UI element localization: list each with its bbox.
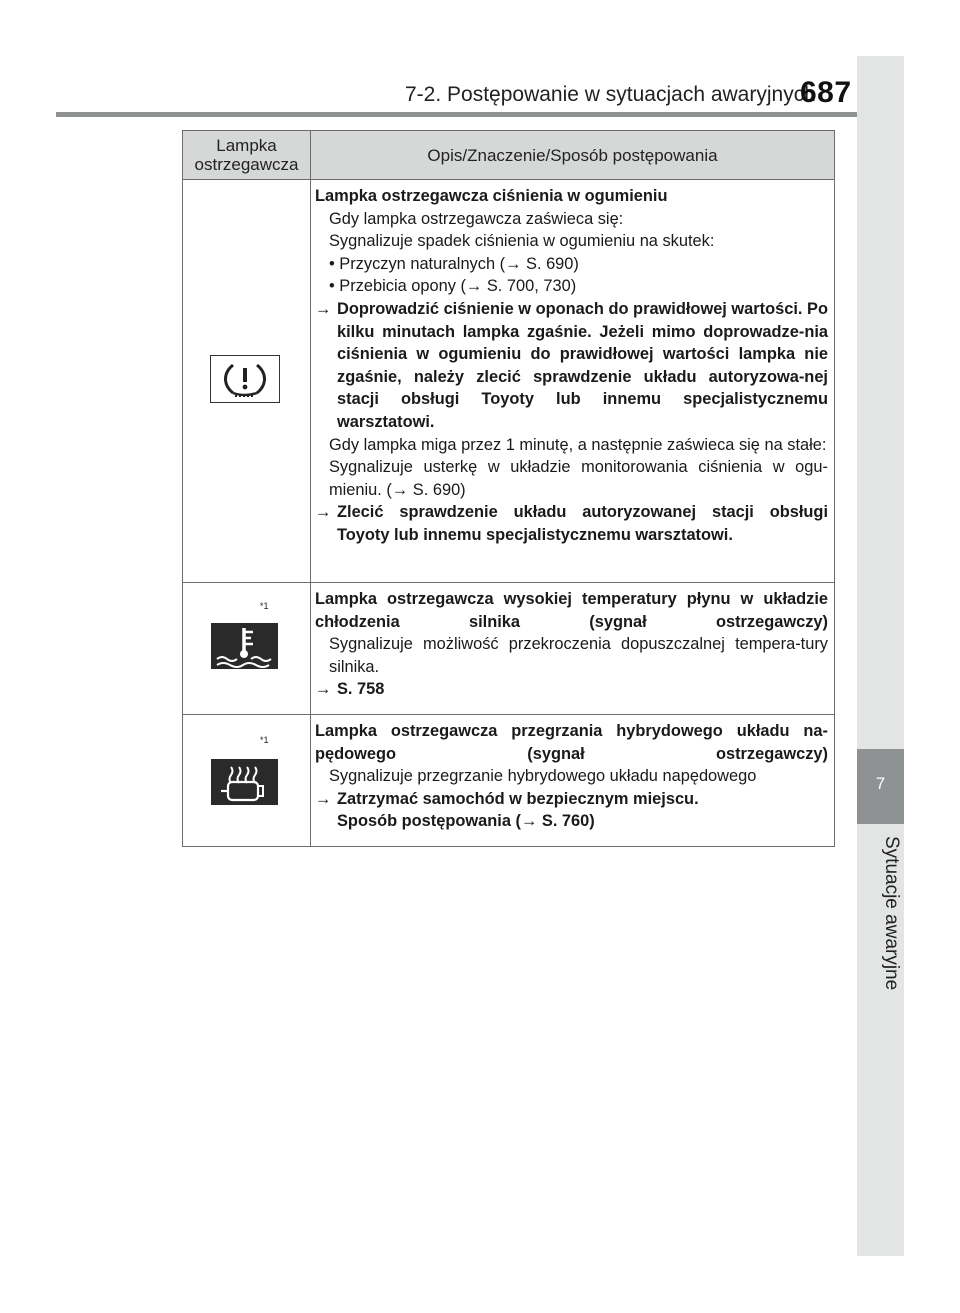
arrow-icon: → [315,299,332,318]
description-cell [311,583,835,715]
description-line: Gdy lampka ostrzegawcza zaświeca się: [329,209,624,228]
description-line: Gdy lampka miga przez 1 minutę, a następnie zaświeca się na stałe: [329,435,827,454]
arrow-icon: → [315,789,332,808]
bullet-item: • Przebicia opony (→ S. 700, 730) [329,277,577,296]
action-text: Sposób postępowania (→ S. 760) [337,812,595,831]
description-line: Sygnalizuje przegrzanie hybrydowego układu napędowego [329,767,757,786]
chapter-number: 7 [875,774,886,793]
description-cell [311,714,835,846]
tire-pressure-warning-icon [210,355,280,403]
footnote-marker: *1 [260,734,269,745]
arrow-icon: → [315,680,332,699]
action-text: Doprowadzić ciśnienie w oponach do prawidłowej wartości. Po kilku minutach lampka zgaśnie. Jeżeli mimo doprowadze-nia ciśnienia w ogumieniu do prawidłowej wartości lampka nie zgaśnie, należy zlecić sprawdzenie układu autoryzowa-nej stacji obsługi Toyoty lub innemu specjalistycznemu warsztatowi. [337,299,828,431]
table-header-row [183,131,835,180]
action-text: Zatrzymać samochód w bezpiecznym miejscu. [337,789,699,808]
header-rule [56,112,904,117]
description-line: Sygnalizuje możliwość przekroczenia dopuszczalnej tempera-tury silnika. [329,635,828,676]
description-line: Sygnalizuje usterkę w układzie monitorowania ciśnienia w ogu-mieniu. (→ S. 690) [329,458,828,499]
lamp-title: Lampka ostrzegawcza przegrzania hybrydowego układu na-pędowego (sygnał ostrzegawczy) [315,721,828,763]
table-row [183,583,835,715]
action-line [315,788,828,811]
lamp-cell [183,180,311,583]
section-title: 7-2. Postępowanie w sytuacjach awaryjnych [405,83,816,106]
lamp-cell [183,714,311,846]
table-row [183,180,835,583]
header-lamp: Lampka ostrzegawcza [183,131,311,180]
action-text: S. 758 [337,680,385,699]
action-line [315,298,828,434]
hybrid-system-overheat-icon [211,759,278,805]
bullet-item: • Przyczyn naturalnych (→ S. 690) [329,254,579,273]
footnote-marker: *1 [260,601,269,611]
coolant-temperature-icon [211,623,278,669]
chapter-title: Sytuacje awaryjne [881,836,902,991]
lamp-title: Lampka ostrzegawcza ciśnienia w ogumieniu [315,187,668,205]
arrow-icon: → [315,503,332,522]
chapter-side-tab [857,56,904,1256]
warning-lamp-table [182,130,835,847]
action-line [315,678,828,701]
action-line [315,501,828,546]
description-line: Sygnalizuje spadek ciśnienia w ogumieniu na skutek: [329,232,715,251]
description-cell [311,180,835,583]
chapter-number-tab [857,749,904,824]
lamp-cell [183,583,311,715]
lamp-title: Lampka ostrzegawcza wysokiej temperatury płynu w układzie chłodzenia silnika (sygnał ostrzegawczy) [315,590,828,631]
page-number: 687 [800,76,852,109]
action-text: Zlecić sprawdzenie układu autoryzowanej stacji obsługi Toyoty lub innemu specjalistycznemu warsztatowi. [337,503,828,544]
header-description: Opis/Znaczenie/Sposób postępowania [311,131,835,180]
table-row [183,714,835,846]
